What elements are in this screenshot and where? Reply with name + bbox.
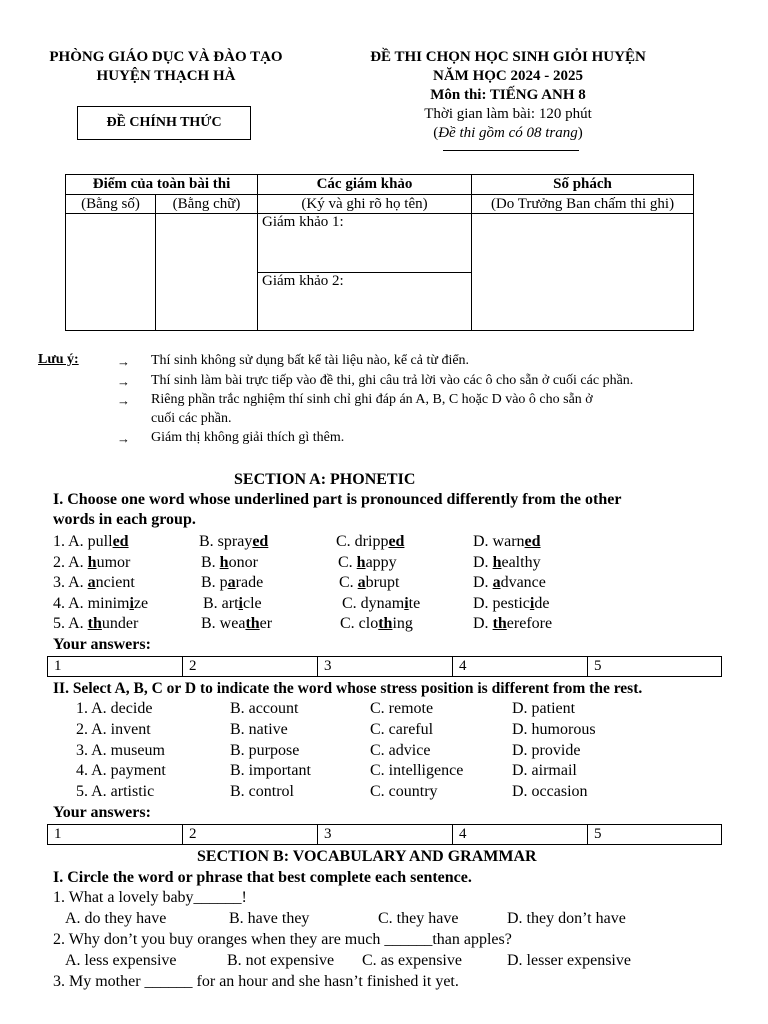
phonetic-q2-option-c[interactable] bbox=[338, 553, 397, 573]
score-table bbox=[65, 174, 694, 331]
instruction-line1: I. Choose one word whose underlined part is pronounced differently from the other bbox=[53, 491, 622, 508]
option-b1-c[interactable]: C. they have bbox=[378, 910, 459, 927]
official-badge: ĐỀ CHÍNH THỨC bbox=[77, 106, 251, 140]
underlined-part: i bbox=[404, 594, 409, 612]
phonetic-q5-option-a[interactable] bbox=[53, 614, 138, 634]
stress-q3-option-a[interactable]: 3. A. museum bbox=[76, 741, 165, 759]
instruction-line2: words in each group. bbox=[53, 511, 196, 528]
score-row-1 bbox=[66, 214, 694, 272]
phonetic-q4-option-b[interactable] bbox=[203, 594, 262, 614]
arrow-icon: → bbox=[117, 431, 130, 446]
word-part: ze bbox=[133, 594, 149, 612]
score-table-subheader bbox=[66, 195, 694, 214]
word-part: B. spray bbox=[199, 533, 253, 550]
answer-cell[interactable]: 3 bbox=[318, 657, 453, 677]
word-part: 3. A. bbox=[53, 574, 88, 592]
stress-q4-option-d[interactable]: D. airmail bbox=[512, 762, 577, 780]
arrow-icon: → bbox=[117, 374, 130, 389]
stress-q1-option-c[interactable]: C. remote bbox=[370, 700, 434, 717]
phonetic-q3-option-d[interactable] bbox=[473, 573, 546, 593]
answer-row bbox=[48, 657, 722, 677]
word-part: te bbox=[408, 594, 421, 612]
phonetic-q1-option-a[interactable] bbox=[53, 532, 129, 552]
option-b2-d[interactable]: D. lesser expensive bbox=[507, 952, 631, 969]
word-part: B. art bbox=[203, 594, 239, 612]
total-score-header: Điểm của toàn bài thi bbox=[66, 175, 258, 195]
phonetic-q5-option-c[interactable] bbox=[340, 614, 413, 634]
word-part: D. warn bbox=[473, 533, 525, 550]
word-part: umor bbox=[96, 553, 131, 571]
note-3-cont: cuối các phần. bbox=[151, 411, 232, 426]
score-table-header bbox=[66, 175, 694, 195]
score-in-words: (Bằng chữ) bbox=[156, 195, 258, 214]
word-part: onor bbox=[228, 553, 258, 571]
score-in-number: (Bằng số) bbox=[66, 195, 156, 214]
underlined-part: th bbox=[87, 615, 102, 633]
question-b2: 2. Why don’t you buy oranges when they are much ______than apples? bbox=[53, 931, 512, 948]
answer-cell[interactable]: 4 bbox=[453, 825, 588, 845]
underlined-part: h bbox=[356, 553, 366, 571]
stress-q5-option-d[interactable]: D. occasion bbox=[512, 783, 588, 801]
word-part: D. bbox=[473, 553, 493, 571]
phonetic-q3-option-a[interactable] bbox=[53, 573, 135, 593]
phonetic-q2-option-b[interactable] bbox=[201, 553, 258, 573]
option-b1-a[interactable]: A. do they have bbox=[65, 910, 167, 927]
word-part: appy bbox=[365, 553, 397, 571]
your-answers-label: Your answers: bbox=[53, 636, 151, 653]
stress-q4-option-c[interactable]: C. intelligence bbox=[370, 762, 464, 780]
stress-q3-option-d[interactable]: D. provide bbox=[512, 741, 581, 759]
underlined-part: i bbox=[238, 594, 243, 612]
answer-cell[interactable]: 3 bbox=[318, 825, 453, 845]
stress-q3-option-b[interactable]: B. purpose bbox=[230, 741, 300, 759]
word-part: 4. A. minim bbox=[53, 594, 130, 612]
question-b3: 3. My mother ______ for an hour and she hasn’t finished it yet. bbox=[53, 973, 459, 990]
examiner-2-cell[interactable]: Giám khảo 2: bbox=[258, 272, 472, 330]
section-b-part1-instruction: I. Circle the word or phrase that best complete each sentence. bbox=[53, 869, 472, 886]
stress-q1-option-b[interactable]: B. account bbox=[230, 700, 299, 717]
phonetic-q1-option-c[interactable] bbox=[336, 532, 404, 552]
underlined-part: ed bbox=[112, 533, 129, 550]
underlined-part: ed bbox=[524, 533, 541, 550]
note-4: Giám thị không giải thích gì thêm. bbox=[151, 430, 345, 445]
answer-cell[interactable]: 5 bbox=[588, 657, 722, 677]
underlined-part: a bbox=[87, 574, 96, 592]
stress-q2-option-d[interactable]: D. humorous bbox=[512, 720, 596, 738]
phonetic-q4-option-c[interactable] bbox=[342, 594, 420, 614]
phonetic-q4-option-d[interactable] bbox=[473, 594, 549, 614]
word-part: C. bbox=[339, 574, 358, 592]
stress-q4-option-a[interactable]: 4. A. payment bbox=[76, 762, 166, 780]
question-b1: 1. What a lovely baby______! bbox=[53, 889, 247, 906]
phonetic-q2-option-d[interactable] bbox=[473, 553, 541, 573]
stress-q2-option-b[interactable]: B. native bbox=[230, 720, 288, 738]
answer-cell[interactable]: 2 bbox=[183, 657, 318, 677]
note-3: Riêng phần trắc nghiệm thí sinh chỉ ghi đáp án A, B, C hoặc D vào ô cho sẵn ở bbox=[151, 392, 593, 407]
page-count-text: Đề thi gồm có 08 trang bbox=[438, 125, 578, 141]
underlined-part: th bbox=[492, 615, 507, 633]
serial-note: (Do Trưởng Ban chấm thi ghi) bbox=[472, 195, 694, 214]
word-part: D. bbox=[473, 574, 493, 592]
phonetic-q1-option-b[interactable] bbox=[199, 532, 268, 552]
answer-cell[interactable]: 4 bbox=[453, 657, 588, 677]
phonetic-q3-option-b[interactable] bbox=[201, 573, 263, 593]
subject: Môn thi: TIẾNG ANH 8 bbox=[430, 87, 586, 103]
word-part: ealthy bbox=[501, 553, 541, 571]
option-b2-a[interactable]: A. less expensive bbox=[65, 952, 177, 969]
word-part: B. bbox=[201, 553, 220, 571]
arrow-icon: → bbox=[117, 354, 130, 369]
word-part: C. bbox=[338, 553, 357, 571]
arrow-icon: → bbox=[117, 393, 130, 408]
examiner-sign-note: (Ký và ghi rõ họ tên) bbox=[258, 195, 472, 214]
word-part: de bbox=[534, 594, 550, 612]
word-part: dvance bbox=[500, 574, 546, 592]
duration: Thời gian làm bài: 120 phút bbox=[424, 106, 592, 122]
phonetic-q2-option-a[interactable] bbox=[53, 553, 130, 573]
score-number-cell[interactable] bbox=[66, 214, 156, 331]
word-part: D. pestic bbox=[473, 594, 530, 612]
phonetic-q3-option-c[interactable] bbox=[339, 573, 399, 593]
word-part: D. bbox=[473, 615, 493, 633]
section-b-title: SECTION B: VOCABULARY AND GRAMMAR bbox=[197, 848, 537, 865]
underlined-part: h bbox=[492, 553, 502, 571]
exam-heading bbox=[336, 48, 680, 143]
option-b1-b[interactable]: B. have they bbox=[229, 910, 310, 927]
answer-row bbox=[48, 825, 722, 845]
exam-title: ĐỀ THI CHỌN HỌC SINH GIỎI HUYỆN bbox=[370, 49, 646, 65]
serial-cell[interactable] bbox=[472, 214, 694, 331]
underlined-part: a bbox=[357, 574, 366, 592]
examiner-1-cell[interactable]: Giám khảo 1: bbox=[258, 214, 472, 272]
word-part: 5. A. bbox=[53, 615, 88, 633]
word-part: 2. A. bbox=[53, 553, 88, 571]
your-answers-label: Your answers: bbox=[53, 804, 151, 821]
stress-q1-option-a[interactable]: 1. A. decide bbox=[76, 700, 153, 717]
score-words-cell[interactable] bbox=[156, 214, 258, 331]
underlined-part: th bbox=[378, 615, 393, 633]
department-name bbox=[30, 48, 302, 86]
stress-q4-option-b[interactable]: B. important bbox=[230, 762, 311, 780]
department-line2: HUYỆN THẠCH HÀ bbox=[96, 68, 236, 84]
word-part: B. p bbox=[201, 574, 228, 592]
note-2: Thí sinh làm bài trực tiếp vào đề thi, ghi câu trả lời vào các ô cho sẵn ở cuối các phần. bbox=[151, 373, 634, 388]
stress-q2-option-c[interactable]: C. careful bbox=[370, 720, 434, 738]
word-part: brupt bbox=[365, 574, 400, 592]
department-line1: PHÒNG GIÁO DỤC VÀ ĐÀO TẠO bbox=[49, 49, 283, 65]
word-part: ing bbox=[392, 615, 413, 633]
answer-cell[interactable]: 2 bbox=[183, 825, 318, 845]
section-a-part1-instruction bbox=[53, 490, 753, 530]
underlined-part: ed bbox=[388, 533, 405, 550]
notes-label: Lưu ý: bbox=[38, 352, 79, 367]
underlined-part: i bbox=[529, 594, 535, 612]
underlined-part: a bbox=[492, 574, 501, 592]
school-year: NĂM HỌC 2024 - 2025 bbox=[433, 68, 583, 84]
answer-cell[interactable]: 5 bbox=[588, 825, 722, 845]
word-part: C. clo bbox=[340, 615, 379, 633]
word-part: B. wea bbox=[201, 615, 246, 633]
heading-underline bbox=[443, 150, 579, 151]
stress-q5-option-c[interactable]: C. country bbox=[370, 783, 438, 801]
word-part: under bbox=[101, 615, 139, 633]
word-part: C. dripp bbox=[336, 533, 389, 550]
word-part: erefore bbox=[506, 615, 553, 633]
answer-cell[interactable]: 1 bbox=[48, 825, 183, 845]
examiners-header: Các giám khảo bbox=[258, 175, 472, 195]
word-part: cle bbox=[243, 594, 262, 612]
stress-q2-option-a[interactable]: 2. A. invent bbox=[76, 720, 151, 738]
answer-grid-2 bbox=[47, 824, 722, 845]
underlined-part: i bbox=[129, 594, 134, 612]
phonetic-q5-option-d[interactable] bbox=[473, 614, 552, 634]
stress-q5-option-b[interactable]: B. control bbox=[230, 783, 294, 801]
word-part: C. dynam bbox=[342, 594, 405, 612]
stress-q5-option-a[interactable]: 5. A. artistic bbox=[76, 783, 155, 801]
page-count: (Đề thi gồm có 08 trang) bbox=[433, 125, 583, 141]
phonetic-q5-option-b[interactable] bbox=[201, 614, 272, 634]
stress-q1-option-d[interactable]: D. patient bbox=[512, 700, 576, 717]
underlined-part: th bbox=[245, 615, 260, 633]
section-a-part2-instruction: II. Select A, B, C or D to indicate the word whose stress position is different from the rest. bbox=[53, 680, 643, 697]
underlined-part: h bbox=[87, 553, 97, 571]
phonetic-q1-option-d[interactable] bbox=[473, 532, 541, 552]
phonetic-q4-option-a[interactable] bbox=[53, 594, 148, 614]
word-part: ncient bbox=[95, 574, 135, 592]
underlined-part: ed bbox=[252, 533, 269, 550]
serial-header: Số phách bbox=[472, 175, 694, 195]
underlined-part: h bbox=[219, 553, 229, 571]
word-part: 1. A. pull bbox=[53, 533, 113, 550]
option-b1-d[interactable]: D. they don’t have bbox=[507, 910, 626, 927]
section-a-title: SECTION A: PHONETIC bbox=[234, 471, 416, 488]
option-b2-c[interactable]: C. as expensive bbox=[362, 952, 462, 969]
word-part: rade bbox=[235, 574, 264, 592]
note-1: Thí sinh không sử dụng bất kể tài liệu nào, kể cả từ điển. bbox=[151, 353, 470, 368]
answer-grid-1 bbox=[47, 656, 722, 677]
answer-cell[interactable]: 1 bbox=[48, 657, 183, 677]
underlined-part: a bbox=[227, 574, 236, 592]
stress-q3-option-c[interactable]: C. advice bbox=[370, 741, 431, 759]
option-b2-b[interactable]: B. not expensive bbox=[227, 952, 335, 969]
word-part: er bbox=[259, 615, 273, 633]
